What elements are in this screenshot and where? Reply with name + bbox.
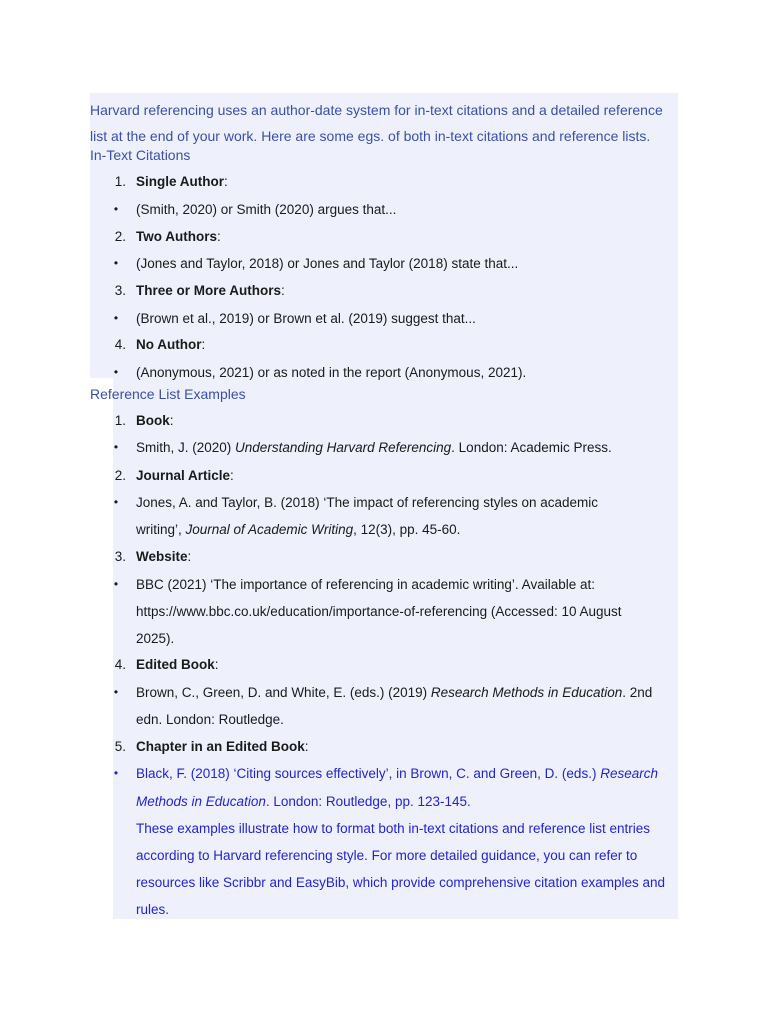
item-label: No Author:	[136, 337, 206, 352]
item-label: Three or More Authors:	[136, 283, 285, 298]
bullet-icon: •	[113, 365, 119, 379]
bullet-icon: •	[113, 766, 119, 780]
bullet-icon: •	[113, 256, 119, 270]
bullet-icon: •	[113, 577, 119, 591]
list-number: 1.	[114, 174, 126, 189]
list-number: 4.	[114, 657, 126, 672]
list-number: 5.	[114, 739, 126, 754]
bullet-icon: •	[113, 685, 119, 699]
item-label: Website:	[136, 549, 192, 564]
in-text-heading: In-Text Citations	[90, 147, 191, 163]
bullet-icon: •	[113, 495, 119, 509]
item-label: Chapter in an Edited Book:	[136, 739, 309, 754]
item-label: Edited Book:	[136, 657, 219, 672]
list-number: 3.	[114, 549, 126, 564]
reference-list-heading: Reference List Examples	[90, 386, 246, 402]
item-label: Book:	[136, 413, 174, 428]
list-number: 2.	[114, 468, 126, 483]
bullet-icon: •	[113, 311, 119, 325]
bullet-icon: •	[113, 440, 119, 454]
bullet-icon: •	[113, 202, 119, 216]
item-label: Journal Article:	[136, 468, 234, 483]
list-number: 3.	[114, 283, 126, 298]
item-label: Single Author:	[136, 174, 228, 189]
list-number: 4.	[114, 337, 126, 352]
item-label: Two Authors:	[136, 229, 221, 244]
list-number: 1.	[114, 413, 126, 428]
list-number: 2.	[114, 229, 126, 244]
intro-paragraph: Harvard referencing uses an author-date system for in-text citations and a detailed reference list at the end of your work. Here are some egs. of both in-text citations and reference lists.	[90, 102, 663, 144]
